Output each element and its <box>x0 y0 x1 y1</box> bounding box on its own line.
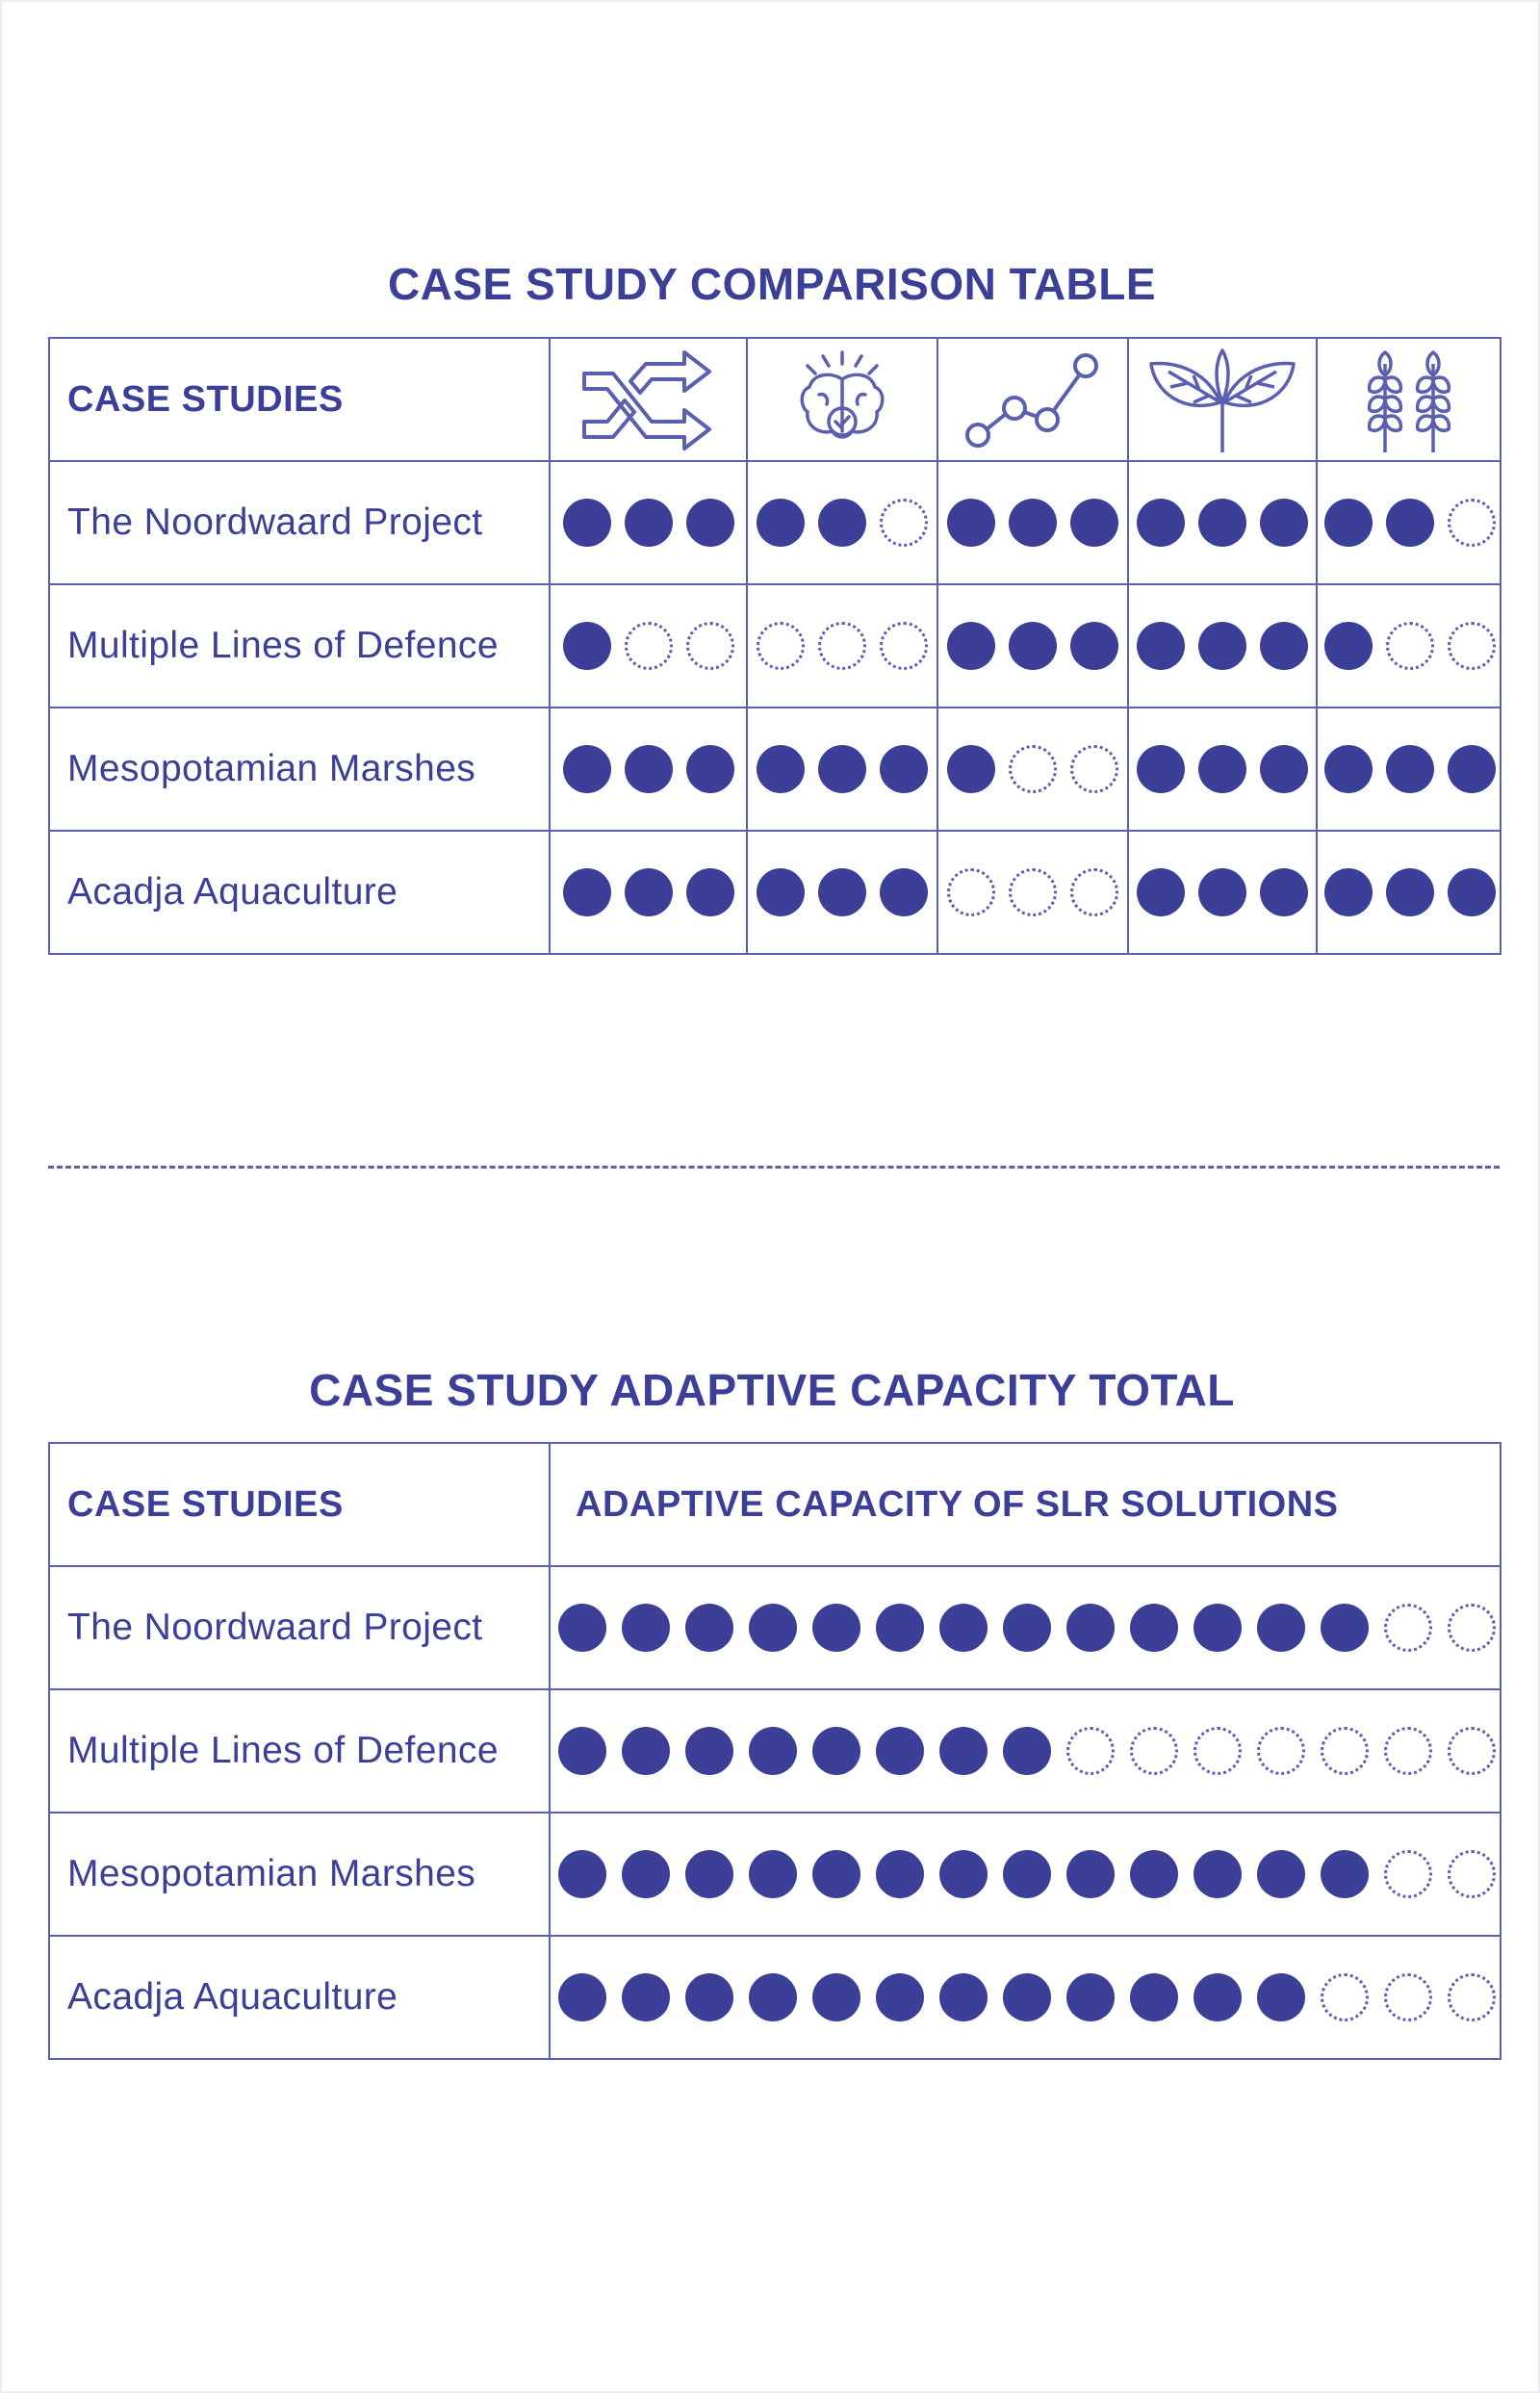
criterion-score-cell <box>937 584 1128 708</box>
capacity-filled-dot <box>939 1604 988 1652</box>
comparison-table <box>48 337 1502 955</box>
capacity-filled-dot <box>558 1604 606 1652</box>
score-filled-dot <box>1070 622 1118 670</box>
criterion-score-cell <box>1317 708 1501 831</box>
score-empty-dot <box>880 622 928 670</box>
criterion-score-cell <box>550 831 747 954</box>
section-divider <box>48 1166 1500 1169</box>
score-empty-dot <box>1386 622 1434 670</box>
criterion-score-cell <box>747 584 937 708</box>
criterion-score-cell <box>747 708 937 831</box>
capacity-empty-dot <box>1066 1727 1115 1775</box>
case-study-name: Multiple Lines of Defence <box>49 1689 550 1813</box>
capacity-filled-dot <box>1257 1973 1305 2021</box>
score-filled-dot <box>1137 745 1185 793</box>
capacity-filled-dot <box>1003 1727 1051 1775</box>
score-empty-dot <box>1448 499 1496 547</box>
capacity-filled-dot <box>685 1727 733 1775</box>
adaptive-row <box>49 1936 1501 2059</box>
adaptive-capacity-score-cell <box>550 1936 1501 2059</box>
case-study-name: The Noordwaard Project <box>49 461 550 584</box>
criterion-score-cell <box>550 584 747 708</box>
case-study-name: Acadja Aquaculture <box>49 1936 550 2059</box>
capacity-empty-dot <box>1448 1604 1496 1652</box>
score-filled-dot <box>563 868 611 916</box>
capacity-filled-dot <box>1130 1604 1178 1652</box>
capacity-filled-dot <box>812 1850 860 1898</box>
capacity-empty-dot <box>1384 1973 1432 2021</box>
capacity-filled-dot <box>876 1973 924 2021</box>
score-filled-dot <box>563 745 611 793</box>
capacity-filled-dot <box>558 1727 606 1775</box>
criterion-score-cell <box>747 831 937 954</box>
adaptive-capacity-score-cell <box>550 1566 1501 1689</box>
score-filled-dot <box>1009 622 1057 670</box>
score-empty-dot <box>1448 622 1496 670</box>
score-filled-dot <box>625 868 673 916</box>
capacity-empty-dot <box>1130 1727 1178 1775</box>
score-filled-dot <box>1198 622 1246 670</box>
comparison-row <box>49 831 1501 954</box>
adaptive-capacity-title: CASE STUDY ADAPTIVE CAPACITY TOTAL <box>309 1365 1235 1415</box>
score-empty-dot <box>625 622 673 670</box>
score-filled-dot <box>1324 868 1373 916</box>
capacity-empty-dot <box>1448 1727 1496 1775</box>
capacity-filled-dot <box>622 1727 670 1775</box>
score-filled-dot <box>1324 745 1373 793</box>
capacity-filled-dot <box>749 1727 797 1775</box>
adaptive-row <box>49 1813 1501 1936</box>
capacity-filled-dot <box>749 1850 797 1898</box>
score-filled-dot <box>625 745 673 793</box>
score-filled-dot <box>1324 622 1373 670</box>
score-filled-dot <box>1324 499 1373 547</box>
criterion-score-cell <box>747 461 937 584</box>
capacity-filled-dot <box>1321 1850 1369 1898</box>
capacity-filled-dot <box>622 1604 670 1652</box>
capacity-filled-dot <box>1194 1604 1242 1652</box>
score-filled-dot <box>1198 745 1246 793</box>
score-filled-dot <box>686 745 734 793</box>
adaptive-capacity-table <box>48 1442 1502 2060</box>
score-filled-dot <box>563 499 611 547</box>
comparison-header-row <box>49 338 1501 461</box>
capacity-filled-dot <box>876 1604 924 1652</box>
score-filled-dot <box>625 499 673 547</box>
capacity-filled-dot <box>1066 1604 1115 1652</box>
comparison-table-title: CASE STUDY COMPARISON TABLE <box>387 259 1157 309</box>
criterion-score-cell <box>550 461 747 584</box>
case-study-name: Mesopotamian Marshes <box>49 1813 550 1936</box>
criterion-score-cell <box>1128 461 1317 584</box>
capacity-filled-dot <box>812 1973 860 2021</box>
score-filled-dot <box>1137 868 1185 916</box>
capacity-filled-dot <box>1003 1604 1051 1652</box>
score-filled-dot <box>1448 745 1496 793</box>
criterion-score-cell <box>937 708 1128 831</box>
comparison-row <box>49 461 1501 584</box>
capacity-filled-dot <box>1003 1850 1051 1898</box>
capacity-empty-dot <box>1384 1727 1432 1775</box>
score-empty-dot <box>947 868 995 916</box>
criterion-header-4 <box>1128 338 1317 461</box>
score-empty-dot <box>686 622 734 670</box>
capacity-filled-dot <box>685 1973 733 2021</box>
capacity-filled-dot <box>876 1727 924 1775</box>
score-filled-dot <box>1137 499 1185 547</box>
score-filled-dot <box>563 622 611 670</box>
score-filled-dot <box>1260 745 1308 793</box>
comparison-row <box>49 584 1501 708</box>
score-filled-dot <box>757 745 805 793</box>
criterion-header-1 <box>550 338 747 461</box>
score-empty-dot <box>1009 868 1057 916</box>
capacity-filled-dot <box>1194 1973 1242 2021</box>
case-studies-header: CASE STUDIES <box>49 338 550 461</box>
capacity-filled-dot <box>812 1604 860 1652</box>
score-filled-dot <box>1448 868 1496 916</box>
criterion-score-cell <box>1128 708 1317 831</box>
score-filled-dot <box>818 745 866 793</box>
capacity-filled-dot <box>1130 1850 1178 1898</box>
capacity-filled-dot <box>685 1604 733 1652</box>
score-filled-dot <box>880 745 928 793</box>
capacity-filled-dot <box>685 1850 733 1898</box>
score-filled-dot <box>1009 499 1057 547</box>
criterion-header-3 <box>937 338 1128 461</box>
criterion-score-cell <box>1128 584 1317 708</box>
case-studies-header: CASE STUDIES <box>49 1443 550 1566</box>
score-filled-dot <box>686 499 734 547</box>
capacity-filled-dot <box>939 1850 988 1898</box>
score-filled-dot <box>686 868 734 916</box>
capacity-empty-dot <box>1384 1850 1432 1898</box>
score-filled-dot <box>947 745 995 793</box>
score-filled-dot <box>1260 868 1308 916</box>
criterion-score-cell <box>1317 584 1501 708</box>
score-empty-dot <box>1009 745 1057 793</box>
score-filled-dot <box>1260 622 1308 670</box>
capacity-filled-dot <box>1003 1973 1051 2021</box>
case-study-name: Mesopotamian Marshes <box>49 708 550 831</box>
score-empty-dot <box>1070 745 1118 793</box>
score-empty-dot <box>757 622 805 670</box>
case-study-name: Multiple Lines of Defence <box>49 584 550 708</box>
capacity-filled-dot <box>939 1727 988 1775</box>
score-filled-dot <box>1198 499 1246 547</box>
adaptive-capacity-header: ADAPTIVE CAPACITY OF SLR SOLUTIONS <box>550 1443 1501 1566</box>
criterion-header-5 <box>1317 338 1501 461</box>
capacity-filled-dot <box>876 1850 924 1898</box>
score-filled-dot <box>1137 622 1185 670</box>
growth-line-icon <box>961 347 1105 452</box>
comparison-row <box>49 708 1501 831</box>
capacity-filled-dot <box>1066 1850 1115 1898</box>
adaptive-capacity-score-cell <box>550 1689 1501 1813</box>
score-filled-dot <box>1260 499 1308 547</box>
capacity-filled-dot <box>939 1973 988 2021</box>
capacity-filled-dot <box>622 1973 670 2021</box>
capacity-filled-dot <box>1130 1973 1178 2021</box>
capacity-empty-dot <box>1384 1604 1432 1652</box>
adaptive-header-row <box>49 1443 1501 1566</box>
capacity-filled-dot <box>558 1850 606 1898</box>
score-empty-dot <box>1070 868 1118 916</box>
case-study-name: The Noordwaard Project <box>49 1566 550 1689</box>
criterion-score-cell <box>937 831 1128 954</box>
capacity-empty-dot <box>1321 1727 1369 1775</box>
adaptive-capacity-score-cell <box>550 1813 1501 1936</box>
capacity-filled-dot <box>1321 1604 1369 1652</box>
brain-check-icon <box>784 345 900 455</box>
score-empty-dot <box>880 499 928 547</box>
criterion-score-cell <box>550 708 747 831</box>
score-filled-dot <box>1198 868 1246 916</box>
score-filled-dot <box>1386 868 1434 916</box>
score-filled-dot <box>1070 499 1118 547</box>
capacity-filled-dot <box>1257 1850 1305 1898</box>
score-empty-dot <box>818 622 866 670</box>
criterion-score-cell <box>1317 831 1501 954</box>
capacity-empty-dot <box>1321 1973 1369 2021</box>
score-filled-dot <box>1386 499 1434 547</box>
capacity-filled-dot <box>558 1973 606 2021</box>
capacity-filled-dot <box>622 1850 670 1898</box>
plant-leaves-icon <box>1145 345 1299 455</box>
score-filled-dot <box>818 499 866 547</box>
capacity-filled-dot <box>1194 1850 1242 1898</box>
adaptive-row <box>49 1566 1501 1689</box>
score-filled-dot <box>947 499 995 547</box>
wheat-icon <box>1356 345 1462 455</box>
criterion-score-cell <box>1317 461 1501 584</box>
shuffle-arrows-icon <box>577 345 721 455</box>
score-filled-dot <box>818 868 866 916</box>
score-filled-dot <box>880 868 928 916</box>
score-filled-dot <box>1386 745 1434 793</box>
capacity-filled-dot <box>812 1727 860 1775</box>
capacity-filled-dot <box>1257 1604 1305 1652</box>
capacity-empty-dot <box>1448 1850 1496 1898</box>
score-filled-dot <box>947 622 995 670</box>
capacity-filled-dot <box>749 1604 797 1652</box>
capacity-empty-dot <box>1257 1727 1305 1775</box>
case-study-name: Acadja Aquaculture <box>49 831 550 954</box>
capacity-filled-dot <box>749 1973 797 2021</box>
score-filled-dot <box>757 499 805 547</box>
capacity-filled-dot <box>1066 1973 1115 2021</box>
criterion-score-cell <box>1128 831 1317 954</box>
criterion-header-2 <box>747 338 937 461</box>
score-filled-dot <box>757 868 805 916</box>
capacity-empty-dot <box>1194 1727 1242 1775</box>
criterion-score-cell <box>937 461 1128 584</box>
capacity-empty-dot <box>1448 1973 1496 2021</box>
adaptive-row <box>49 1689 1501 1813</box>
